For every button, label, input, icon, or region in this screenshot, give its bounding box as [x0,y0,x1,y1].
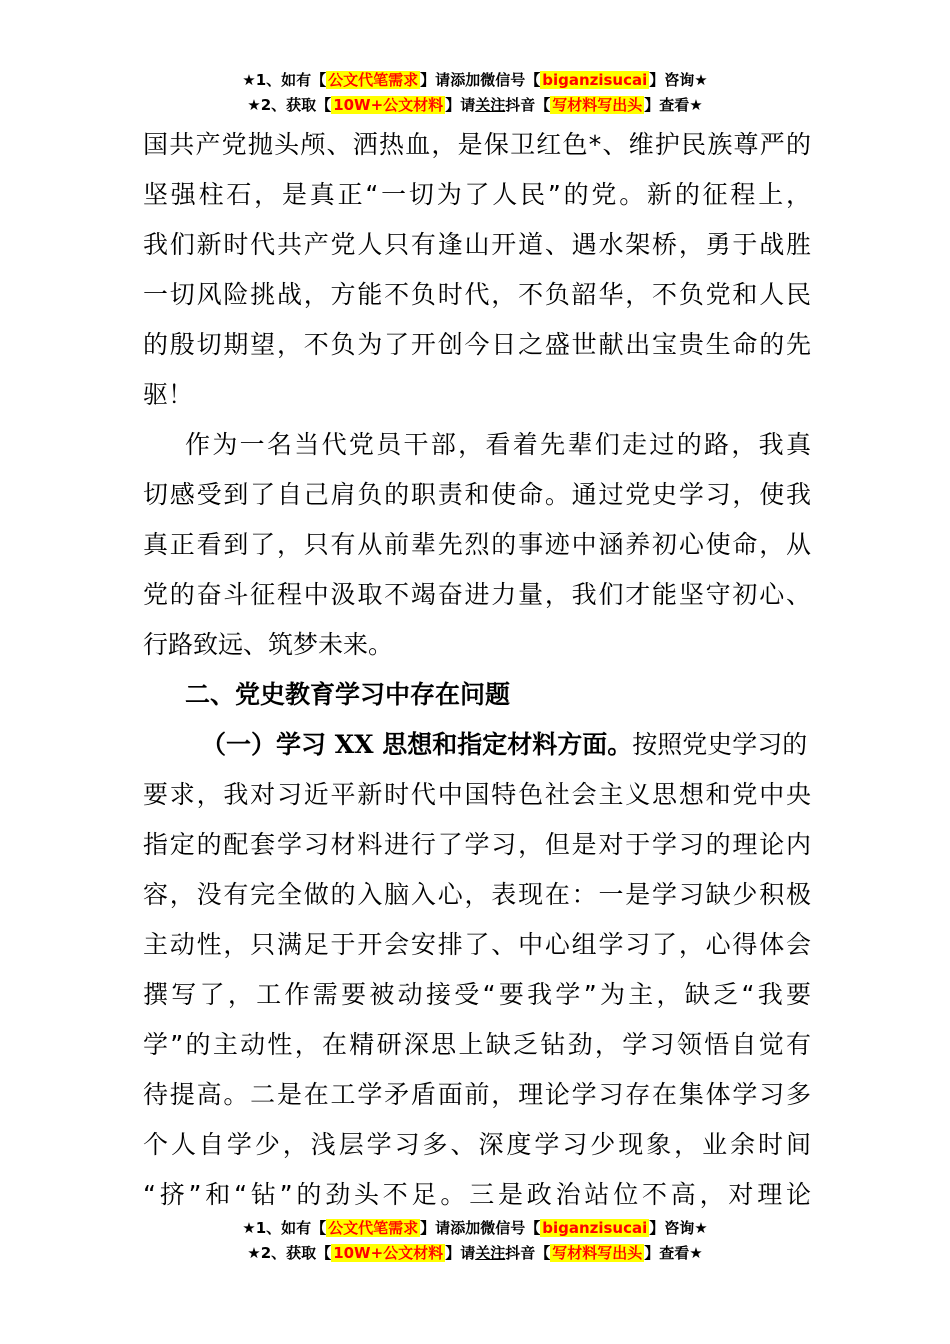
banner-line-1 [0,1216,950,1241]
wechat-id-highlight: biganzisucai [542,71,648,89]
banner-highlight: 公文代笔需求 [328,71,419,89]
subsection-heading: （一）学习 [201,730,335,759]
banner-text: 】查看★ [644,1244,703,1262]
wechat-id-highlight: biganzisucai [542,1219,648,1237]
banner-line-2 [0,93,950,118]
body-line: 坚强柱石，是真正“一切为了人民”的党。新的征程上， [143,180,811,209]
body-line: 个人自学少，浅层学习多、深度学习少现象，业余时间 [143,1130,811,1159]
banner-text: 】咨询★ [649,71,708,89]
body-line: 指定的配套学习材料进行了学习，但是对于学习的理论内 [143,830,811,859]
body-line: 真正看到了，只有从前辈先烈的事迹中涵养初心使命，从 [143,530,811,559]
body-line: 要求，我对习近平新时代中国特色社会主义思想和党中央 [143,780,811,809]
body-line: 党的奋斗征程中汲取不竭奋进力量，我们才能坚守初心、 [143,580,811,609]
douyin-highlight: 写材料写出头 [552,96,643,114]
body-line: 撰写了，工作需要被动接受“要我学”为主，缺乏“我要 [143,980,811,1009]
banner-text: 】查看★ [644,96,703,114]
body-text: 按照党史学习的 [632,730,808,759]
document-body [143,120,811,1220]
banner-text: 】请 [445,1244,476,1262]
banner-text: 抖音【 [505,1244,551,1262]
body-line: 作为一名当代党员干部，看着先辈们走过的路，我真 [185,430,811,459]
banner-text: 】请 [445,96,476,114]
body-line: 容，没有完全做的入脑入心，表现在：一是学习缺少积极 [143,880,811,909]
banner-text: 】请 [420,71,451,89]
body-line: 待提高。二是在工学矛盾面前，理论学习存在集体学习多 [143,1080,811,1109]
banner-text: 】咨询★ [649,1219,708,1237]
banner-text: 添加 [450,71,481,89]
banner-text: 微信号【 [480,71,541,89]
body-line: “挤”和“钻”的劲头不足。三是政治站位不高，对理论 [143,1180,811,1209]
bottom-banner [0,1216,950,1266]
body-line: 一切风险挑战，方能不负时代，不负韶华，不负党和人民 [143,280,811,309]
banner-text: ★1、如有【 [242,1219,327,1237]
banner-text: 微信号【 [480,1219,541,1237]
banner-highlight: 公文代笔需求 [328,1219,419,1237]
body-line: 主动性，只满足于开会安排了、中心组学习了，心得体会 [143,930,811,959]
banner-text: 抖音【 [505,96,551,114]
banner-text: 关注 [475,96,506,114]
banner-text: ★1、如有【 [242,71,327,89]
banner-highlight: 10W+公文材料 [333,1244,444,1262]
body-line: 的殷切期望，不负为了开创今日之盛世献出宝贵生命的先 [143,330,811,359]
banner-text: 添加 [450,1219,481,1237]
body-line: 驱！ [143,380,194,409]
body-line: 我们新时代共产党人只有逢山开道、遇水架桥，勇于战胜 [143,230,811,259]
top-banner [0,68,950,118]
section-heading: 二、党史教育学习中存在问题 [185,680,511,709]
banner-line-1 [0,68,950,93]
banner-highlight: 10W+公文材料 [333,96,444,114]
banner-text: 】请 [420,1219,451,1237]
subsection-heading: XX [334,730,374,759]
banner-text: ★2、获取【 [247,96,332,114]
banner-text: 关注 [475,1244,506,1262]
body-line: 切感受到了自己肩负的职责和使命。通过党史学习，使我 [143,480,811,509]
body-line: 学”的主动性，在精研深思上缺乏钻劲，学习领悟自觉有 [143,1030,811,1059]
body-line: 国共产党抛头颅、洒热血，是保卫红色*、维护民族尊严的 [143,130,811,159]
subsection-heading-line [143,720,811,770]
banner-text: ★2、获取【 [247,1244,332,1262]
douyin-highlight: 写材料写出头 [552,1244,643,1262]
banner-line-2 [0,1241,950,1266]
subsection-heading: 思想和指定材料方面。 [373,730,633,759]
body-line: 行路致远、筑梦未来。 [143,630,394,659]
